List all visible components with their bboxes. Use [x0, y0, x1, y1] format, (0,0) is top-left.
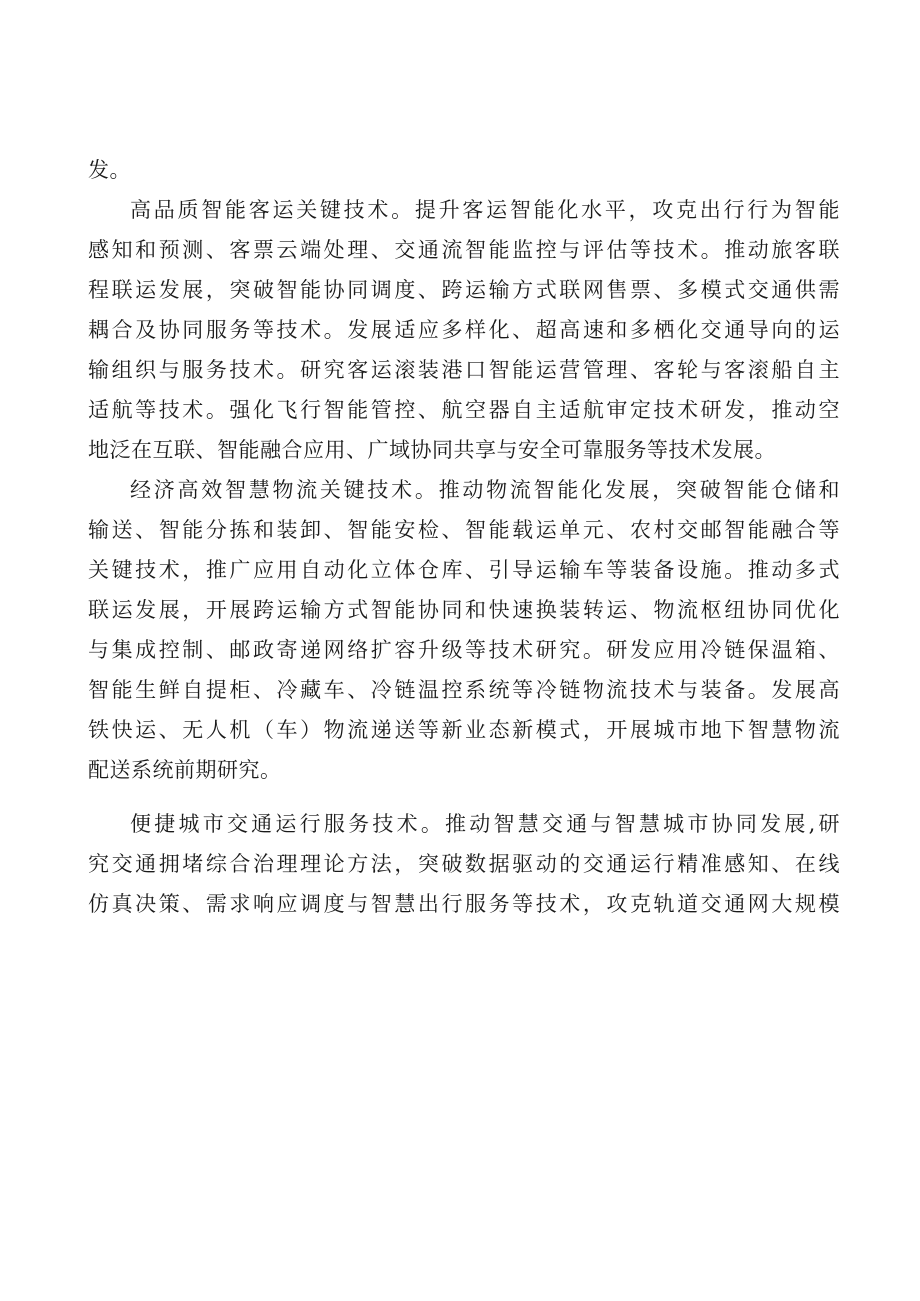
- paragraph-continuation: [88, 150, 840, 190]
- text-line: 程联运发展，突破智能协同调度、跨运输方式联网售票、多模式交通供需: [88, 278, 840, 302]
- text-line: 配送系统前期研究。: [88, 758, 282, 782]
- paragraph-passenger-transport: [88, 190, 840, 470]
- text-line: 高品质智能客运关键技术。提升客运智能化水平，攻克出行行为智能: [130, 198, 840, 222]
- text-line: 智能生鲜自提柜、冷藏车、冷链温控系统等冷链物流技术与装备。发展高: [88, 678, 840, 702]
- text-line: 联运发展，开展跨运输方式智能协同和快速换装转运、物流枢纽协同优化: [88, 598, 840, 622]
- document-body: [88, 150, 840, 924]
- text-line: 适航等技术。强化飞行智能管控、航空器自主适航审定技术研发，推动空: [88, 398, 840, 422]
- text-line: 耦合及协同服务等技术。发展适应多样化、超高速和多栖化交通导向的运: [88, 318, 840, 342]
- paragraph-smart-logistics: [88, 470, 840, 790]
- text-line: 仿真决策、需求响应调度与智慧出行服务等技术，攻克轨道交通网大规模: [88, 892, 840, 916]
- text-line: 地泛在互联、智能融合应用、广域协同共享与安全可靠服务等技术发展。: [88, 438, 776, 462]
- text-line: 经济高效智慧物流关键技术。推动物流智能化发展，突破智能仓储和: [130, 478, 840, 502]
- text-line: 铁快运、无人机（车）物流递送等新业态新模式，开展城市地下智慧物流: [88, 718, 840, 742]
- text-line: 发。: [88, 158, 131, 182]
- text-line: 究交通拥堵综合治理理论方法，突破数据驱动的交通运行精准感知、在线: [88, 852, 840, 876]
- text-line: 与集成控制、邮政寄递网络扩容升级等技术研究。研发应用冷链保温箱、: [88, 638, 840, 662]
- text-line: 输组织与服务技术。研究客运滚装港口智能运营管理、客轮与客滚船自主: [88, 358, 840, 382]
- text-line: 关键技术，推广应用自动化立体仓库、引导运输车等装备设施。推动多式: [88, 558, 840, 582]
- text-line: 输送、智能分拣和装卸、智能安检、智能载运单元、农村交邮智能融合等: [88, 518, 840, 542]
- text-line: 便捷城市交通运行服务技术。推动智慧交通与智慧城市协同发展,研: [130, 812, 840, 836]
- paragraph-urban-traffic: [88, 804, 840, 924]
- text-line: 感知和预测、客票云端处理、交通流智能监控与评估等技术。推动旅客联: [88, 238, 840, 262]
